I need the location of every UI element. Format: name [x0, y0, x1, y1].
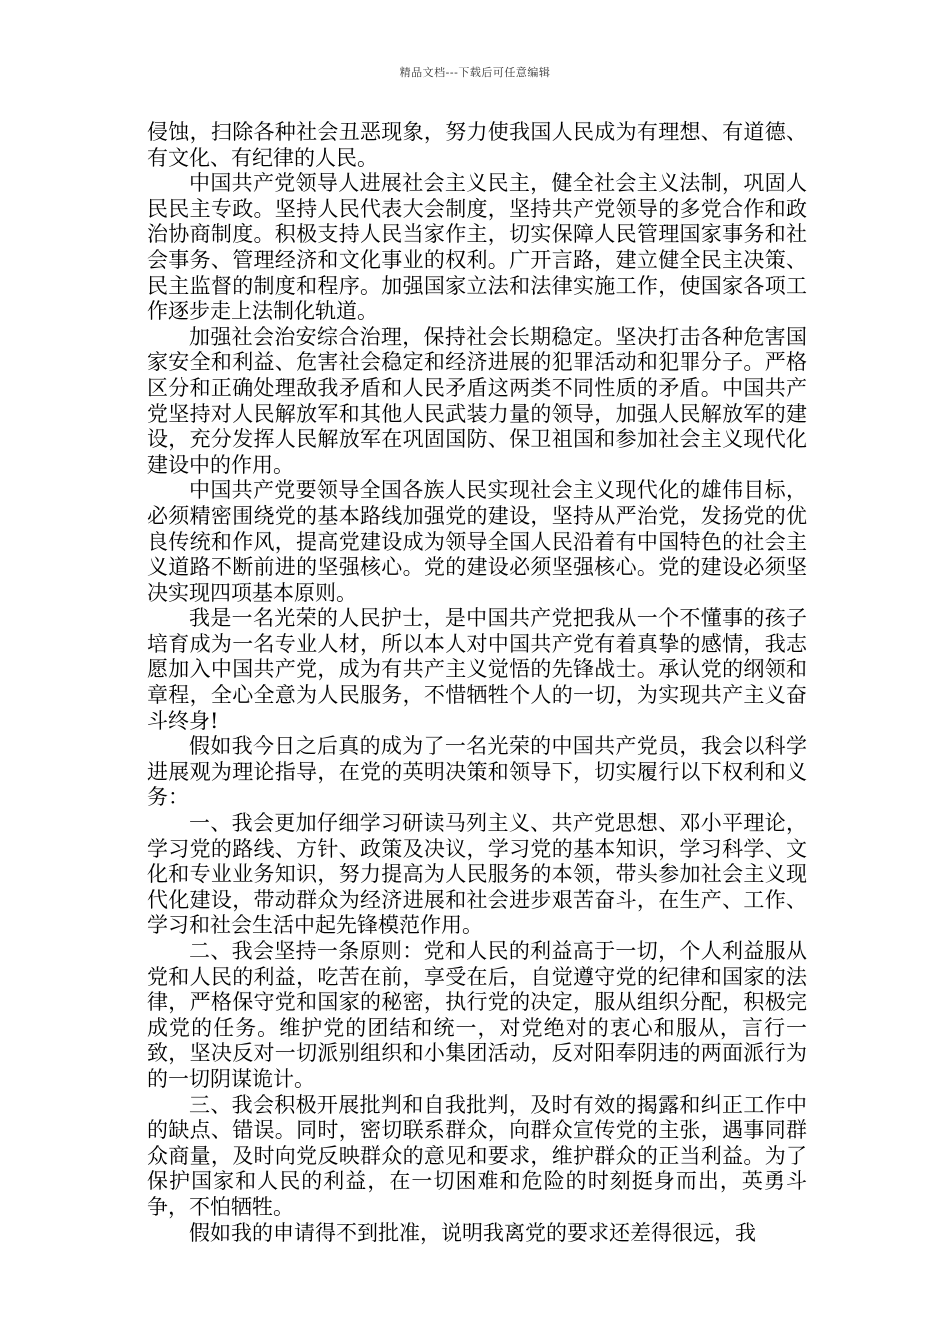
paragraph-9: 三、我会积极开展批判和自我批判，及时有效的揭露和纠正工作中的缺点、错误。同时，密切联系群众，向群众宣传党的主张，遇事同群众商量，及时向党反映群众的意见和要求，维护群众的正当利益。为了保护国家和人民的利益，在一切困难和危险的时刻挺身而出，英勇斗争，不怕牺牲。	[147, 1092, 807, 1219]
paragraph-10: 假如我的申请得不到批准，说明我离党的要求还差得很远，我	[189, 1220, 756, 1245]
document-body	[147, 120, 807, 1246]
paragraph-3: 加强社会治安综合治理，保持社会长期稳定。坚决打击各种危害国家安全和利益、危害社会稳定和经济进展的犯罪活动和犯罪分子。严格区分和正确处理敌我矛盾和人民矛盾这两类不同性质的矛盾。中国共产党坚持对人民解放军和其他人民武装力量的领导，加强人民解放军的建设，充分发挥人民解放军在巩固国防、保卫祖国和参加社会主义现代化建设中的作用。	[147, 324, 807, 477]
paragraph-7: 一、我会更加仔细学习研读马列主义、共产党思想、邓小平理论，学习党的路线、方针、政策及决议，学习党的基本知识，学习科学、文化和专业业务知识，努力提高为人民服务的本领，带头参加社会主义现代化建设，带动群众为经济进展和社会进步艰苦奋斗，在生产、工作、学习和社会生活中起先锋模范作用。	[147, 811, 807, 938]
page-header: 精品文档---下载后可任意编辑	[399, 66, 551, 79]
paragraph-6: 假如我今日之后真的成为了一名光荣的中国共产党员，我会以科学进展观为理论指导，在党的英明决策和领导下，切实履行以下权利和义务：	[147, 734, 807, 810]
paragraph-1: 侵蚀，扫除各种社会丑恶现象，努力使我国人民成为有理想、有道德、有文化、有纪律的人民。	[147, 120, 807, 170]
paragraph-5: 我是一名光荣的人民护士，是中国共产党把我从一个不懂事的孩子培育成为一名专业人材，所以本人对中国共产党有着真挚的感情，我志愿加入中国共产党，成为有共产主义觉悟的先锋战士。承认党的纲领和章程，全心全意为人民服务，不惜牺牲个人的一切，为实现共产主义奋斗终身!	[147, 606, 807, 733]
paragraph-2: 中国共产党领导人进展社会主义民主，健全社会主义法制，巩固人民民主专政。坚持人民代表大会制度，坚持共产党领导的多党合作和政治协商制度。积极支持人民当家作主，切实保障人民管理国家事务和社会事务、管理经济和文化事业的权利。广开言路，建立健全民主决策、民主监督的制度和程序。加强国家立法和法律实施工作，使国家各项工作逐步走上法制化轨道。	[147, 171, 807, 324]
paragraph-4: 中国共产党要领导全国各族人民实现社会主义现代化的雄伟目标，必须精密围绕党的基本路线加强党的建设，坚持从严治党，发扬党的优良传统和作风，提高党建设成为领导全国人民沿着有中国特色的社会主义道路不断前进的坚强核心。党的建设必须坚强核心。党的建设必须坚决实现四项基本原则。	[147, 478, 807, 605]
paragraph-8: 二、我会坚持一条原则：党和人民的利益高于一切，个人利益服从党和人民的利益，吃苦在前，享受在后，自觉遵守党的纪律和国家的法律，严格保守党和国家的秘密，执行党的决定，服从组织分配，积极完成党的任务。维护党的团结和统一，对党绝对的衷心和服从，言行一致，坚决反对一切派别组织和小集团活动，反对阳奉阴违的两面派行为的一切阴谋诡计。	[147, 939, 807, 1091]
